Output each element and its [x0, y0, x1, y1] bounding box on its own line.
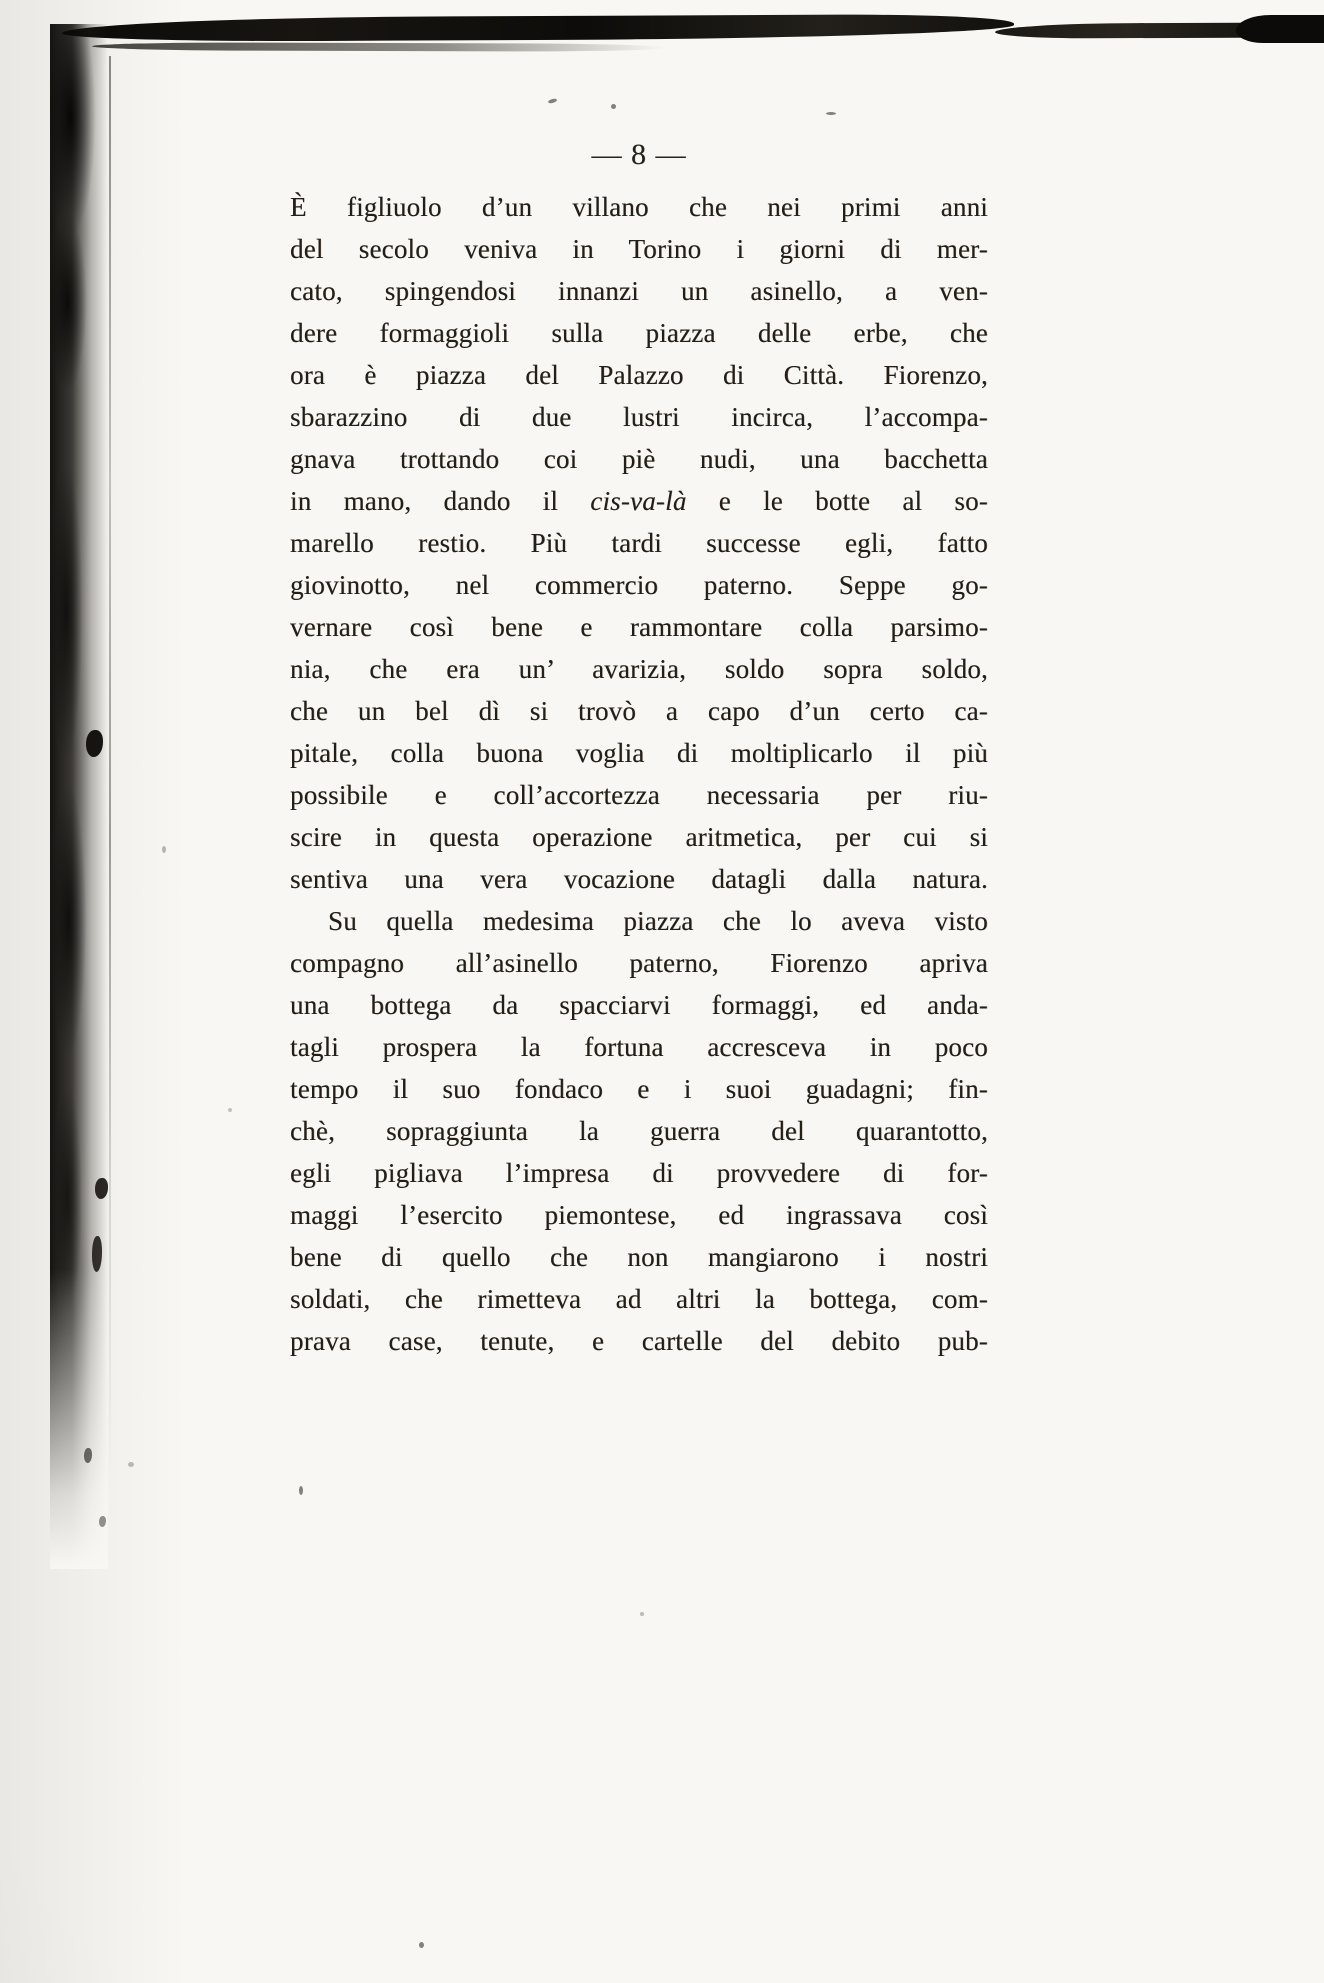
- text-segment: scire in questa operazione aritmetica, per cui si: [290, 822, 988, 852]
- text-line: [290, 270, 988, 312]
- text-line: [290, 1026, 988, 1068]
- text-line: [290, 312, 988, 354]
- text-segment: prava case, tenute, e cartelle del debito pub-: [290, 1326, 988, 1356]
- page-number: — 8 —: [591, 138, 687, 171]
- scan-artifact-binding-edge: [50, 24, 108, 1569]
- text-segment: in mano, dando il: [290, 486, 591, 516]
- text-segment: sbarazzino di due lustri incirca, l’accompa-: [290, 402, 988, 432]
- text-line: [290, 858, 988, 900]
- scan-artifact-top-band-right: [995, 22, 1324, 38]
- text-line: [290, 1110, 988, 1152]
- scan-artifact-top-band: [62, 14, 1014, 42]
- text-block: [290, 186, 988, 1362]
- scan-speck: [299, 1486, 303, 1495]
- scan-artifact-ink-blob: [86, 730, 103, 757]
- text-segment: una bottega da spacciarvi formaggi, ed anda-: [290, 990, 988, 1020]
- text-line: [290, 942, 988, 984]
- text-line: [290, 1194, 988, 1236]
- text-line: [290, 1068, 988, 1110]
- text-line: [290, 438, 988, 480]
- italic-phrase: cis-va-là: [590, 486, 687, 516]
- text-segment: ora è piazza del Palazzo di Città. Fiorenzo,: [290, 360, 988, 390]
- scan-artifact-ink-blob: [84, 1448, 92, 1463]
- scan-speck: [228, 1108, 232, 1112]
- scan-speck: [826, 112, 836, 115]
- text-line: [290, 186, 988, 228]
- text-line: [290, 522, 988, 564]
- text-line: [290, 1320, 988, 1362]
- scan-artifact-top-streak: [92, 42, 667, 52]
- text-line: [290, 816, 988, 858]
- text-segment: È figliuolo d’un villano che nei primi anni: [290, 192, 988, 222]
- text-segment: dere formaggioli sulla piazza delle erbe, che: [290, 318, 988, 348]
- text-segment: gnava trottando coi piè nudi, una bacchetta: [290, 444, 988, 474]
- scan-artifact-ink-blob: [92, 1236, 102, 1272]
- text-segment: tempo il suo fondaco e i suoi guadagni; fin-: [290, 1074, 988, 1104]
- text-line: [290, 480, 988, 522]
- text-segment: pitale, colla buona voglia di moltiplicarlo il più: [290, 738, 988, 768]
- text-line: [290, 606, 988, 648]
- text-line: [290, 900, 988, 942]
- scan-artifact-fold-line: [109, 56, 111, 1476]
- scan-artifact-ink-blob: [99, 1516, 106, 1527]
- text-line: [290, 774, 988, 816]
- scan-speck: [640, 1612, 644, 1616]
- text-segment: giovinotto, nel commercio paterno. Seppe go-: [290, 570, 988, 600]
- text-segment: che un bel dì si trovò a capo d’un certo ca-: [290, 696, 988, 726]
- text-segment: sentiva una vera vocazione datagli dalla natura.: [290, 864, 988, 894]
- text-line: [290, 228, 988, 270]
- text-segment: e le botte al so-: [686, 486, 988, 516]
- text-segment: maggi l’esercito piemontese, ed ingrassava così: [290, 1200, 988, 1230]
- scan-artifact-top-corner: [1236, 15, 1324, 43]
- text-line: [290, 1278, 988, 1320]
- scan-speck: [128, 1462, 134, 1467]
- text-segment: possibile e coll’accortezza necessaria per riu-: [290, 780, 988, 810]
- text-line: [290, 690, 988, 732]
- text-segment: soldati, che rimetteva ad altri la bottega, com-: [290, 1284, 988, 1314]
- text-segment: compagno all’asinello paterno, Fiorenzo apriva: [290, 948, 988, 978]
- text-segment: vernare così bene e rammontare colla parsimo-: [290, 612, 988, 642]
- text-segment: cato, spingendosi innanzi un asinello, a ven-: [290, 276, 988, 306]
- text-line: [290, 354, 988, 396]
- text-line: [290, 648, 988, 690]
- text-segment: del secolo veniva in Torino i giorni di mer-: [290, 234, 988, 264]
- text-segment: chè, sopraggiunta la guerra del quarantotto,: [290, 1116, 988, 1146]
- text-line: [290, 1152, 988, 1194]
- text-segment: bene di quello che non mangiarono i nostri: [290, 1242, 988, 1272]
- text-segment: nia, che era un’ avarizia, soldo sopra soldo,: [290, 654, 988, 684]
- text-line: [290, 984, 988, 1026]
- scan-speck: [419, 1942, 424, 1948]
- text-segment: Su quella medesima piazza che lo aveva visto: [328, 906, 988, 936]
- scan-artifact-ink-blob: [95, 1178, 108, 1199]
- text-line: [290, 564, 988, 606]
- text-segment: tagli prospera la fortuna accresceva in poco: [290, 1032, 988, 1062]
- scan-speck: [611, 104, 616, 109]
- text-line: [290, 1236, 988, 1278]
- text-line: [290, 396, 988, 438]
- scan-speck: [548, 98, 558, 104]
- text-line: [290, 732, 988, 774]
- paragraph: [290, 900, 988, 1362]
- text-segment: marello restio. Più tardi successe egli, fatto: [290, 528, 988, 558]
- text-segment: egli pigliava l’impresa di provvedere di for-: [290, 1158, 988, 1188]
- paragraph: [290, 186, 988, 900]
- scan-speck: [162, 846, 166, 853]
